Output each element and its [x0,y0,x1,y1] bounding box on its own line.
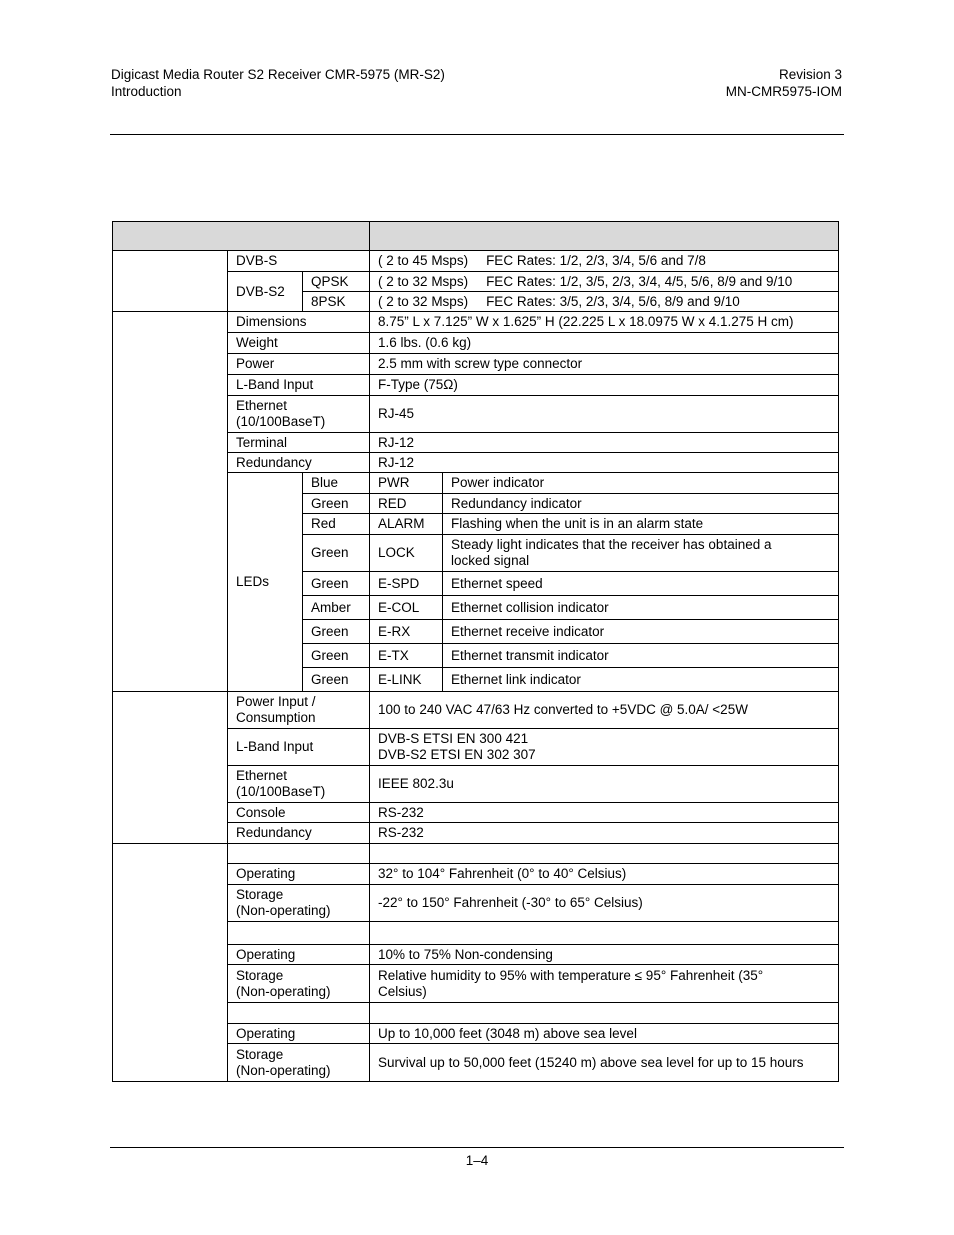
page-number: 1–4 [465,1153,489,1168]
symbol-rate: ( 2 to 32 Msps) [378,273,469,289]
value-line: Relative humidity to 95% with temperature ≤ 95° Fahrenheit (35° [378,967,764,983]
subsection-label [228,1003,370,1024]
led-description: Ethernet link indicator [443,668,839,692]
led-code: RED [370,494,443,514]
modulation-label: 8PSK [303,292,370,312]
label-line: (Non-operating) [236,903,331,918]
section-cell-environmental [113,844,228,1082]
row-value: 2.5 mm with screw type connector [370,354,839,375]
value-line: Celsius) [378,983,427,999]
revision-label: Revision 3 [778,67,842,82]
row-value [370,272,839,292]
led-description: Ethernet receive indicator [443,620,839,644]
chapter-title: Introduction [111,83,182,99]
footer-divider [110,1147,844,1148]
row-label: L-Band Input [228,375,370,396]
label-line: (10/100BaseT) [236,784,326,799]
row-label: Operating [228,864,370,885]
table-row [113,251,839,272]
label-line: (Non-operating) [236,1062,331,1078]
row-value: RS-232 [370,823,839,844]
row-label: Operating [228,1024,370,1044]
section-cell-dvb [113,251,228,312]
row-value: 100 to 240 VAC 47/63 Hz converted to +5VDC @ 5.0A/ <25W [370,692,839,729]
subsection-row-temperature [113,844,839,864]
symbol-rate: ( 2 to 32 Msps) [378,293,469,309]
led-code: E-RX [370,620,443,644]
subsection-label [228,922,370,945]
row-label: L-Band Input [228,729,370,766]
row-value: -22° to 150° Fahrenheit (-30° to 65° Celsius) [370,885,839,922]
row-value: Up to 10,000 feet (3048 m) above sea level [370,1024,839,1044]
description-line: Steady light indicates that the receiver has obtained a [451,537,772,552]
led-color: Green [303,494,370,514]
led-color: Green [303,644,370,668]
document-title: Digicast Media Router S2 Receiver CMR-5975 (MR-S2) [111,67,445,82]
label-line: Ethernet [236,398,288,413]
row-value: 32° to 104° Fahrenheit (0° to 40° Celsius) [370,864,839,885]
row-value [370,292,839,312]
led-description: Ethernet speed [443,572,839,596]
subsection-value [370,922,839,945]
value-line: DVB-S2 ETSI EN 302 307 [378,747,536,762]
row-label: Console [228,803,370,823]
led-code: E-COL [370,596,443,620]
page-header-right [726,67,842,100]
led-color: Green [303,572,370,596]
label-line: Storage [236,887,284,902]
led-color: Green [303,535,370,572]
label-line: Consumption [236,710,316,725]
table-row [113,692,839,729]
section-cell-compliance [113,692,228,844]
led-color: Green [303,668,370,692]
label-line: (Non-operating) [236,983,331,999]
led-color: Blue [303,473,370,494]
document-number: MN-CMR5975-IOM [725,83,842,99]
row-label [228,885,370,922]
led-description: Ethernet collision indicator [443,596,839,620]
led-color: Green [303,620,370,644]
row-value: IEEE 802.3u [370,766,839,803]
row-label: Power [228,354,370,375]
table-header-row [113,222,839,251]
specifications-table [112,221,839,1082]
page-header-left [111,67,445,100]
subsection-value [370,844,839,864]
led-description: Redundancy indicator [443,494,839,514]
row-label: DVB-S2 [228,272,303,312]
led-code: E-LINK [370,668,443,692]
header-divider [110,134,844,135]
fec-rates: FEC Rates: 3/5, 2/3, 3/4, 5/6, 8/9 and 9/10 [486,293,740,309]
table-header-cell-left [113,222,370,251]
row-value: 10% to 75% Non-condensing [370,945,839,965]
led-description: Ethernet transmit indicator [443,644,839,668]
row-value: RS-232 [370,803,839,823]
row-label: Operating [228,945,370,965]
led-color: Red [303,514,370,535]
section-cell-physical [113,312,228,692]
led-description: Power indicator [443,473,839,494]
row-label [228,1044,370,1082]
row-label [228,766,370,803]
value-line: DVB-S ETSI EN 300 421 [378,731,529,746]
row-label: Weight [228,333,370,354]
row-value: RJ-12 [370,433,839,453]
label-line: (10/100BaseT) [236,414,326,429]
subsection-label [228,844,370,864]
fec-rates: FEC Rates: 1/2, 2/3, 3/4, 5/6 and 7/8 [486,253,706,268]
row-label: Redundancy [228,453,370,473]
table-header-cell-right [370,222,839,251]
symbol-rate: ( 2 to 45 Msps) [378,253,469,268]
row-value [370,251,839,272]
row-label: Redundancy [228,823,370,844]
row-value: F-Type (75Ω) [370,375,839,396]
row-value: Survival up to 50,000 feet (15240 m) above sea level for up to 15 hours [370,1044,839,1082]
row-label [228,965,370,1003]
fec-rates: FEC Rates: 1/2, 3/5, 2/3, 3/4, 4/5, 5/6, 8/9 and 9/10 [486,273,793,289]
led-code: E-TX [370,644,443,668]
row-value: 1.6 lbs. (0.6 kg) [370,333,839,354]
row-label [228,396,370,433]
modulation-label: QPSK [303,272,370,292]
description-line: locked signal [451,553,530,568]
label-line: Storage [236,967,284,983]
row-value: RJ-12 [370,453,839,473]
led-code: PWR [370,473,443,494]
led-code: ALARM [370,514,443,535]
led-description [443,535,839,572]
label-line: Power Input / [236,694,316,709]
row-label: Dimensions [228,312,370,333]
leds-label: LEDs [228,473,303,692]
label-line: Ethernet [236,768,288,783]
row-value [370,729,839,766]
led-description: Flashing when the unit is in an alarm state [443,514,839,535]
table-row [113,312,839,333]
row-label: DVB-S [228,251,370,272]
row-value: 8.75” L x 7.125” W x 1.625” H (22.225 L x 18.0975 W x 4.1.275 H cm) [370,312,839,333]
row-label: Terminal [228,433,370,453]
label-line: Storage [236,1046,284,1062]
led-code: E-SPD [370,572,443,596]
led-color: Amber [303,596,370,620]
subsection-value [370,1003,839,1024]
row-value [370,965,839,1003]
row-label [228,692,370,729]
led-code: LOCK [370,535,443,572]
row-value: RJ-45 [370,396,839,433]
